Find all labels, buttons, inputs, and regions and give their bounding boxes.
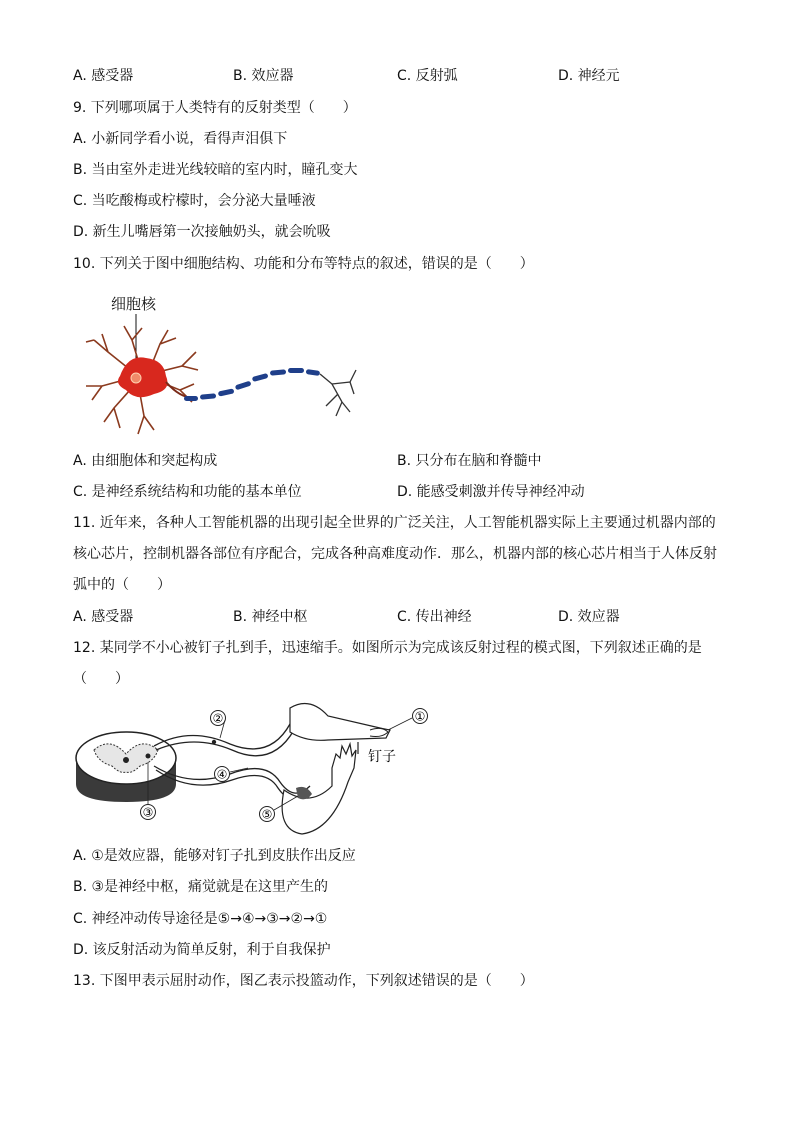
- label-1: ①: [414, 709, 426, 724]
- q12-stem-line-1: 12. 某同学不小心被钉子扎到手，迅速缩手。如图所示为完成该反射过程的模式图，下列叙述正确的是: [73, 640, 702, 656]
- nucleus-label: 细胞核: [111, 295, 157, 313]
- neuron-figure: [80, 290, 360, 440]
- q13-stem: 13. 下图甲表示屈肘动作，图乙表示投篮动作，下列叙述错误的是（ ）: [73, 973, 534, 989]
- q9-option-c: C. 当吃酸梅或柠檬时，会分泌大量唾液: [73, 193, 316, 209]
- q10-stem: 10. 下列关于图中细胞结构、功能和分布等特点的叙述，错误的是（ ）: [73, 256, 534, 272]
- nail-label: 钉子: [368, 749, 396, 765]
- q11-option-a: A. 感受器: [73, 609, 134, 625]
- label-4: ④: [216, 767, 228, 782]
- q9-stem: 9. 下列哪项属于人类特有的反射类型（ ）: [73, 100, 357, 116]
- q12-option-d: D. 该反射活动为简单反射，利于自我保护: [73, 942, 331, 958]
- q12-option-c: C. 神经冲动传导途径是⑤→④→③→②→①: [73, 911, 328, 927]
- q11-stem-line-3: 弧中的（ ）: [73, 577, 171, 593]
- q8-option-c: C. 反射弧: [397, 68, 458, 84]
- q8-option-a: A. 感受器: [73, 68, 134, 84]
- q10-option-a: A. 由细胞体和突起构成: [73, 453, 218, 469]
- q12-option-a: A. ①是效应器，能够对钉子扎到皮肤作出反应: [73, 848, 356, 864]
- q12-option-b: B. ③是神经中枢，痛觉就是在这里产生的: [73, 879, 329, 895]
- label-5: ⑤: [261, 807, 273, 822]
- label-3: ③: [142, 805, 154, 820]
- q9-option-d: D. 新生儿嘴唇第一次接触奶头，就会吮吸: [73, 224, 331, 240]
- q11-stem-line-1: 11. 近年来，各种人工智能机器的出现引起全世界的广泛关注，人工智能机器实际上主要通过机器内部的: [73, 515, 716, 531]
- q9-option-a: A. 小新同学看小说，看得声泪俱下: [73, 131, 288, 147]
- q11-stem-line-2: 核心芯片，控制机器各部位有序配合，完成各种高难度动作．那么，机器内部的核心芯片相当于人体反射: [73, 546, 717, 562]
- q12-stem-line-2: （ ）: [73, 671, 129, 687]
- q9-option-b: B. 当由室外走进光线较暗的室内时，瞳孔变大: [73, 162, 358, 178]
- q8-option-b: B. 效应器: [233, 68, 294, 84]
- q10-option-b: B. 只分布在脑和脊髓中: [397, 453, 542, 469]
- q10-option-c: C. 是神经系统结构和功能的基本单位: [73, 484, 302, 500]
- q8-option-d: D. 神经元: [558, 68, 620, 84]
- q11-option-d: D. 效应器: [558, 609, 620, 625]
- q11-option-c: C. 传出神经: [397, 609, 472, 625]
- q11-option-b: B. 神经中枢: [233, 609, 308, 625]
- reflex-arc-figure: [70, 698, 440, 838]
- label-2: ②: [212, 711, 224, 726]
- q10-option-d: D. 能感受刺激并传导神经冲动: [397, 484, 585, 500]
